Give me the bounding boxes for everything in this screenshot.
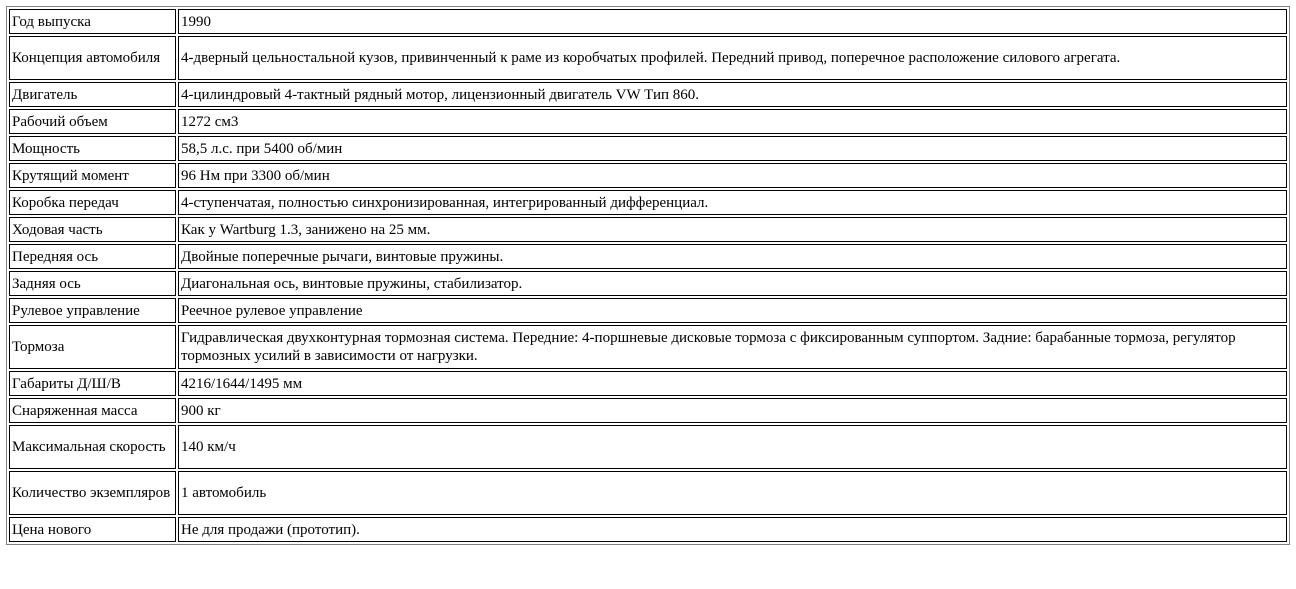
row-label: Мощность — [9, 136, 176, 161]
row-label: Задняя ось — [9, 271, 176, 296]
row-value: 1272 см3 — [178, 109, 1287, 134]
row-label: Цена нового — [9, 517, 176, 542]
table-row — [9, 425, 1287, 469]
table-row — [9, 109, 1287, 134]
row-value: Как у Wartburg 1.3, занижено на 25 мм. — [178, 217, 1287, 242]
row-value: 4216/1644/1495 мм — [178, 371, 1287, 396]
row-value: Не для продажи (прототип). — [178, 517, 1287, 542]
row-label: Ходовая часть — [9, 217, 176, 242]
row-label: Год выпуска — [9, 9, 176, 34]
row-label: Максимальная скорость — [9, 425, 176, 469]
table-row — [9, 398, 1287, 423]
table-row — [9, 136, 1287, 161]
row-value: 140 км/ч — [178, 425, 1287, 469]
table-row — [9, 244, 1287, 269]
table-row — [9, 471, 1287, 515]
row-label: Рабочий объем — [9, 109, 176, 134]
row-value: Реечное рулевое управление — [178, 298, 1287, 323]
specs-table-wrapper — [6, 6, 1290, 545]
row-value: 1990 — [178, 9, 1287, 34]
specs-table — [6, 6, 1290, 545]
table-row — [9, 190, 1287, 215]
table-row — [9, 36, 1287, 80]
row-label: Передняя ось — [9, 244, 176, 269]
row-value: 96 Нм при 3300 об/мин — [178, 163, 1287, 188]
row-label: Крутящий момент — [9, 163, 176, 188]
row-value: 4-цилиндровый 4-тактный рядный мотор, лицензионный двигатель VW Тип 860. — [178, 82, 1287, 107]
table-row — [9, 271, 1287, 296]
table-row — [9, 325, 1287, 369]
table-row — [9, 371, 1287, 396]
row-value: 4-дверный цельностальной кузов, привинченный к раме из коробчатых профилей. Передний привод, поперечное расположение силового агрегата. — [178, 36, 1287, 80]
table-row — [9, 298, 1287, 323]
row-label: Двигатель — [9, 82, 176, 107]
table-row — [9, 82, 1287, 107]
row-value: 58,5 л.с. при 5400 об/мин — [178, 136, 1287, 161]
table-row — [9, 9, 1287, 34]
row-value: 1 автомобиль — [178, 471, 1287, 515]
row-label: Рулевое управление — [9, 298, 176, 323]
row-label: Коробка передач — [9, 190, 176, 215]
table-row — [9, 517, 1287, 542]
row-label: Тормоза — [9, 325, 176, 369]
row-label: Концепция автомобиля — [9, 36, 176, 80]
row-value: 900 кг — [178, 398, 1287, 423]
row-label: Снаряженная масса — [9, 398, 176, 423]
table-row — [9, 217, 1287, 242]
row-value: Двойные поперечные рычаги, винтовые пружины. — [178, 244, 1287, 269]
row-value: Гидравлическая двухконтурная тормозная система. Передние: 4-поршневые дисковые тормоза с фиксированным суппортом. Задние: барабанные тормоза, регулятор тормозных усилий в зависимости от нагрузки. — [178, 325, 1287, 369]
row-value: Диагональная ось, винтовые пружины, стабилизатор. — [178, 271, 1287, 296]
table-row — [9, 163, 1287, 188]
row-label: Габариты Д/Ш/В — [9, 371, 176, 396]
row-label: Количество экземпляров — [9, 471, 176, 515]
row-value: 4-ступенчатая, полностью синхронизированная, интегрированный дифференциал. — [178, 190, 1287, 215]
